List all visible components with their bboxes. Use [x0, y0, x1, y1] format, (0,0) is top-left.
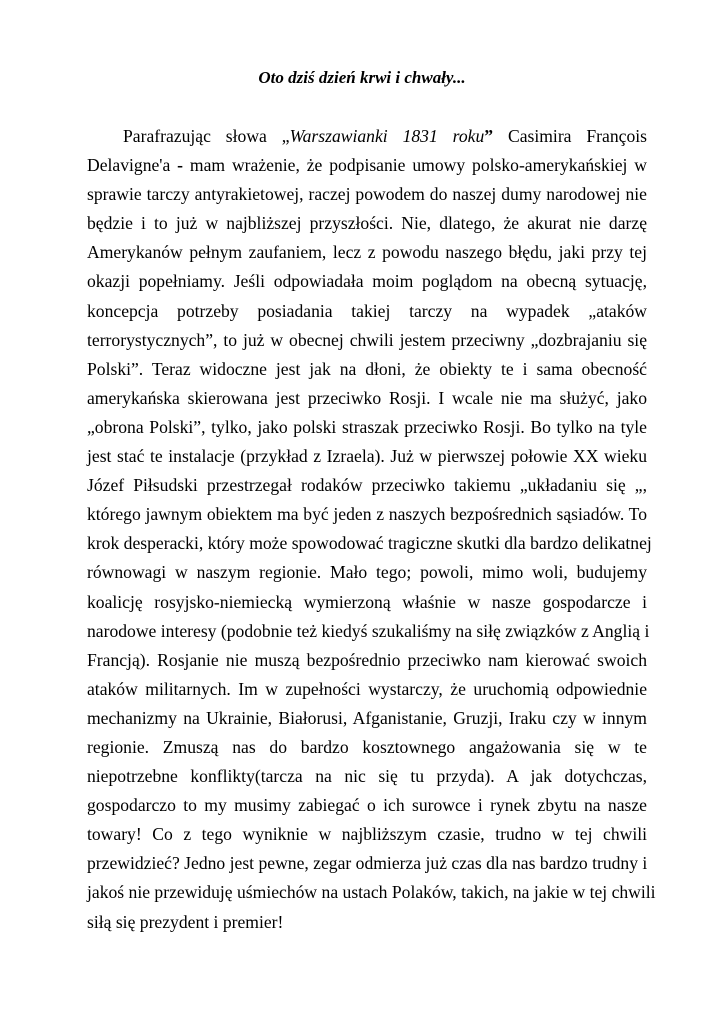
bold-dash: - — [177, 155, 184, 176]
paragraph-line: jakoś nie przewiduję uśmiechów na ustach Polaków, takich, na jakie w tej chwili — [87, 882, 656, 903]
paragraph-line: mechanizmy na Ukrainie, Białorusi, Afganistanie, Gruzji, Iraku czy w innym — [87, 707, 647, 728]
paragraph-line: krok desperacki, który może spowodować tragiczne skutki dla bardzo delikatnej — [87, 533, 652, 554]
line-text: Delavigne'a — [87, 155, 178, 176]
paragraph-line: Amerykanów pełnym zaufaniem, lecz z powodu naszego błędu, jaki przy tej — [87, 242, 647, 263]
paragraph-line: przewidzieć? Jedno jest pewne, zegar odmierza już czas dla nas bardzo trudny i — [87, 853, 648, 874]
paragraph-line: towary! Co z tego wyniknie w najbliższym czasie, trudno w tej chwili — [87, 824, 647, 845]
paragraph-line: będzie i to już w najbliższej przyszłości. Nie, dlatego, że akurat nie darzę — [87, 213, 647, 234]
paragraph-line: równowagi w naszym regionie. Mało tego; powoli, mimo woli, budujemy — [87, 562, 647, 583]
paragraph-line: „obrona Polski”, tylko, jako polski straszak przeciwko Rosji. Bo tylko na tyle — [87, 416, 647, 437]
line-text: mam wrażenie, że podpisanie umowy polsko-amerykańskiej w — [183, 155, 647, 176]
paragraph-line: amerykańska skierowana jest przeciwko Rosji. I wcale nie ma służyć, jako — [87, 387, 647, 408]
paragraph-line: ataków militarnych. Im w zupełności wystarczy, że uruchomią odpowiednie — [87, 678, 647, 699]
paragraph-line — [87, 151, 647, 180]
paragraph-line: gospodarczo to my musimy zabiegać o ich surowce i rynek zbytu na nasze — [87, 795, 647, 816]
line-text: Parafrazując słowa „ — [123, 126, 290, 146]
paragraph-line: narodowe interesy (podobnie też kiedyś szukaliśmy na siłę związków z Anglią i — [87, 620, 650, 641]
paragraph-line: jest stać te instalacje (przykład z Izraela). Już w pierwszej połowie XX wieku — [87, 446, 647, 467]
line-text: Casimira François — [493, 126, 647, 146]
paragraph-line: Józef Piłsudski przestrzegał rodaków przeciwko takiemu „układaniu się „, — [87, 475, 647, 496]
paragraph-line: regionie. Zmuszą nas do bardzo kosztownego angażowania się w te — [87, 736, 647, 757]
paragraph-line: Polski”. Teraz widoczne jest jak na dłoni, że obiekty te i sama obecność — [87, 358, 647, 379]
paragraph-line: Francją). Rosjanie nie muszą bezpośrednio przeciwko nam kierować swoich — [87, 649, 647, 670]
closing-quote: ” — [484, 126, 494, 146]
paragraph-line: sprawie tarczy antyrakietowej, raczej powodem do naszej dumy narodowej nie — [87, 184, 647, 205]
work-title: Warszawianki 1831 roku — [289, 126, 485, 146]
paragraph-line: niepotrzebne konflikty(tarcza na nic się tu przyda). A jak dotychczas, — [87, 766, 647, 787]
paragraph-line: koalicję rosyjsko-niemiecką wymierzoną właśnie w nasze gospodarcze i — [87, 591, 647, 612]
paragraph-line: którego jawnym obiektem ma być jeden z naszych bezpośrednich sąsiadów. To — [87, 504, 647, 525]
paragraph-line: siłą się prezydent i premier! — [87, 911, 284, 932]
document-title: Oto dziś dzień krwi i chwały... — [258, 68, 466, 87]
paragraph-line: okazji popełniamy. Jeśli odpowiadała moim poglądom na obecną sytuację, — [87, 271, 647, 292]
body-paragraph — [87, 122, 656, 937]
paragraph-line: terrorystycznych”, to już w obecnej chwili jestem przeciwny „dozbrajaniu się — [87, 329, 647, 350]
paragraph-line — [87, 122, 647, 151]
paragraph-line: koncepcja potrzeby posiadania takiej tarczy na wypadek „ataków — [87, 300, 647, 321]
